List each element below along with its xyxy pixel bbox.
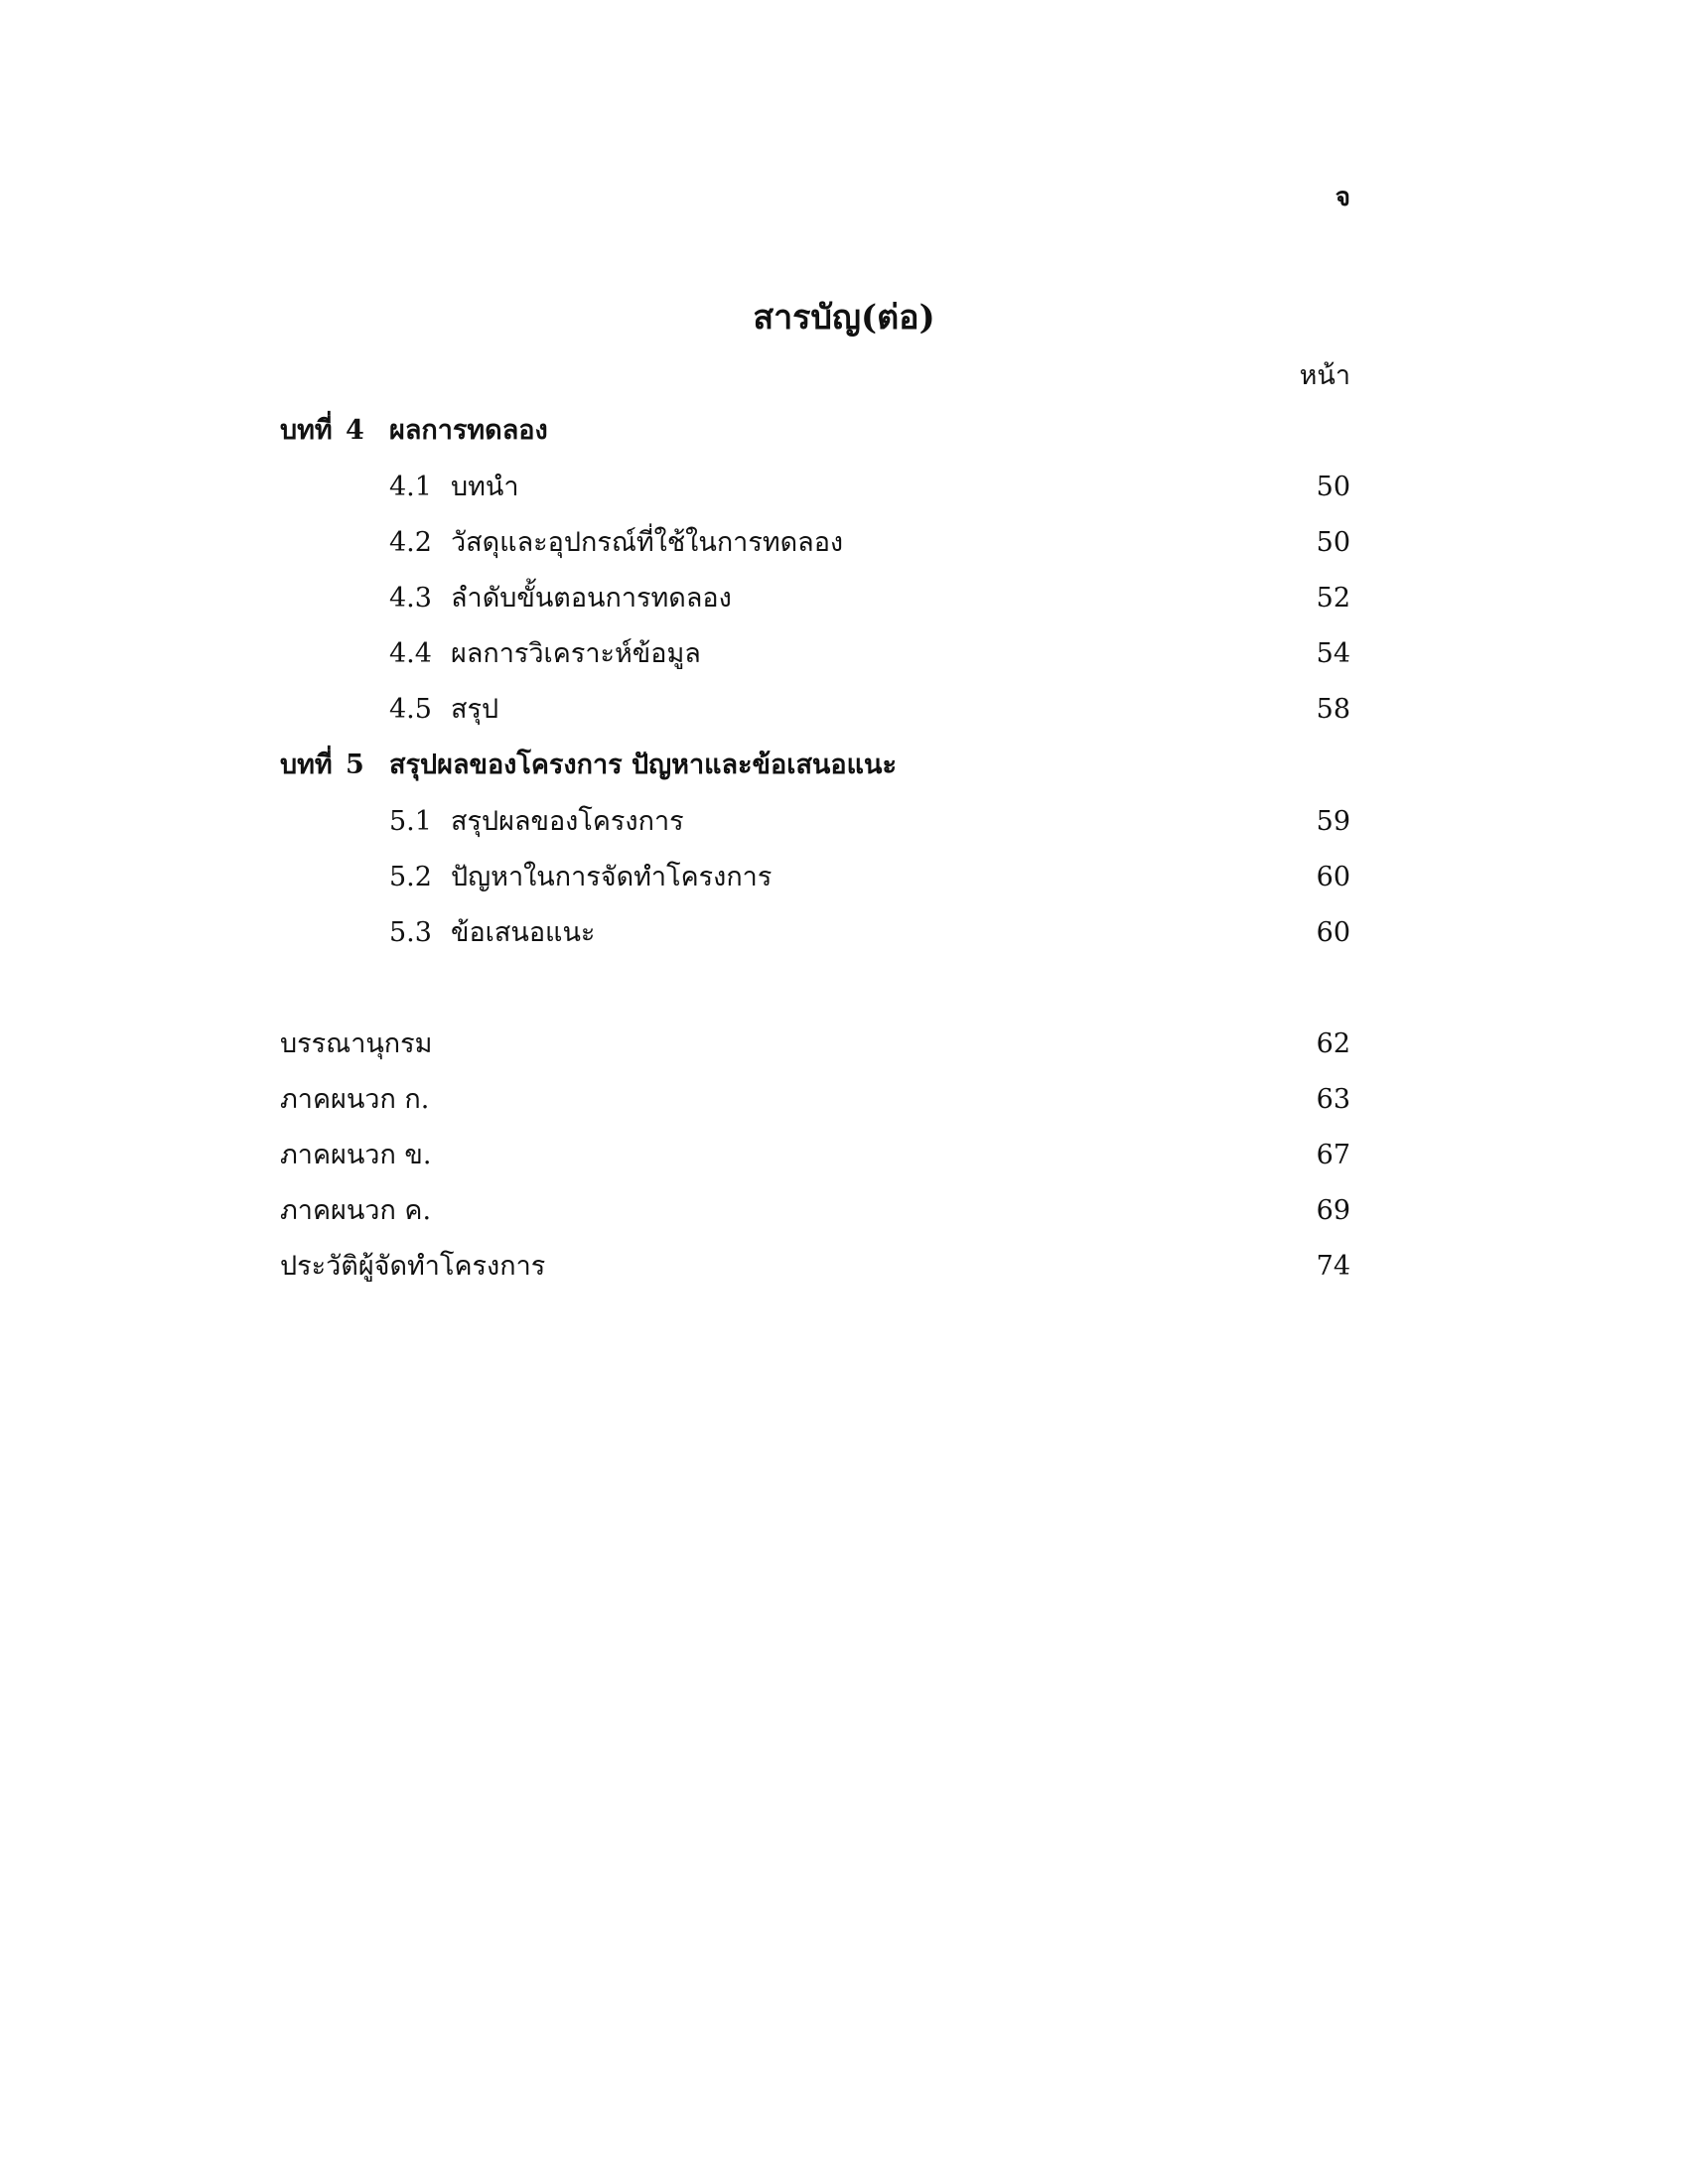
section-number: 5.3 bbox=[389, 917, 432, 948]
section-title: วัสดุและอุปกรณ์ที่ใช้ในการทดลอง bbox=[451, 527, 844, 558]
section-page: 58 bbox=[1316, 694, 1350, 725]
toc-entry-4-5 bbox=[280, 690, 1350, 730]
toc-entry-appendix-b bbox=[280, 1136, 1350, 1175]
section-page: 59 bbox=[1316, 806, 1350, 837]
section-title: ลำดับขั้นตอนการทดลอง bbox=[451, 583, 732, 614]
entry-page: 69 bbox=[1316, 1195, 1350, 1226]
entry-title: ภาคผนวก ค. bbox=[280, 1195, 432, 1226]
entry-page: 62 bbox=[1316, 1028, 1350, 1059]
page-number: จ bbox=[1335, 183, 1350, 212]
section-number: 4.1 bbox=[389, 472, 432, 502]
entry-page: 67 bbox=[1316, 1140, 1350, 1170]
section-number: 5.2 bbox=[389, 862, 432, 892]
section-number: 4.5 bbox=[389, 694, 432, 725]
entry-title: ประวัติผู้จัดทำโครงการ bbox=[280, 1251, 546, 1282]
toc-chapter-4 bbox=[280, 411, 1350, 451]
section-page: 60 bbox=[1316, 917, 1350, 948]
toc-entry-appendix-c bbox=[280, 1191, 1350, 1231]
toc-entry-4-1 bbox=[280, 468, 1350, 507]
toc-entry-5-2 bbox=[280, 858, 1350, 897]
section-title: สรุปผลของโครงการ bbox=[451, 806, 684, 837]
toc-entry-4-3 bbox=[280, 579, 1350, 618]
section-page: 50 bbox=[1316, 527, 1350, 558]
page-column-label: หน้า bbox=[1299, 360, 1350, 391]
entry-title: ภาคผนวก ก. bbox=[280, 1084, 430, 1115]
section-title: บทนำ bbox=[451, 472, 519, 502]
section-title: ข้อเสนอแนะ bbox=[451, 917, 596, 948]
entry-title: ภาคผนวก ข. bbox=[280, 1140, 432, 1170]
section-page: 54 bbox=[1316, 638, 1350, 669]
chapter-title: สรุปผลของโครงการ ปัญหาและข้อเสนอแนะ bbox=[389, 750, 897, 780]
entry-page: 63 bbox=[1316, 1084, 1350, 1115]
section-page: 52 bbox=[1316, 583, 1350, 614]
section-number: 4.3 bbox=[389, 583, 432, 614]
entry-page: 74 bbox=[1316, 1251, 1350, 1282]
page-title: สารบัญ(ต่อ) bbox=[753, 298, 935, 338]
section-page: 60 bbox=[1316, 862, 1350, 892]
chapter-number: 4 bbox=[346, 415, 364, 446]
section-title: ผลการวิเคราะห์ข้อมูล bbox=[451, 638, 701, 669]
section-page: 50 bbox=[1316, 472, 1350, 502]
toc-entry-5-1 bbox=[280, 802, 1350, 842]
section-title: ปัญหาในการจัดทำโครงการ bbox=[451, 862, 773, 892]
chapter-prefix: บทที่ bbox=[280, 415, 333, 446]
toc-entry-5-3 bbox=[280, 913, 1350, 953]
toc-entry-biography bbox=[280, 1247, 1350, 1287]
section-number: 4.2 bbox=[389, 527, 432, 558]
entry-title: บรรณานุกรม bbox=[280, 1028, 433, 1059]
toc-entry-4-4 bbox=[280, 634, 1350, 674]
toc-entry-appendix-a bbox=[280, 1080, 1350, 1120]
section-title: สรุป bbox=[451, 694, 499, 725]
toc-entry-bibliography bbox=[280, 1024, 1350, 1064]
section-number: 4.4 bbox=[389, 638, 432, 669]
section-number: 5.1 bbox=[389, 806, 432, 837]
toc-chapter-5 bbox=[280, 746, 1350, 785]
toc-entry-4-2 bbox=[280, 523, 1350, 563]
chapter-prefix: บทที่ bbox=[280, 750, 333, 780]
chapter-title: ผลการทดลอง bbox=[389, 415, 548, 446]
chapter-number: 5 bbox=[346, 750, 364, 780]
